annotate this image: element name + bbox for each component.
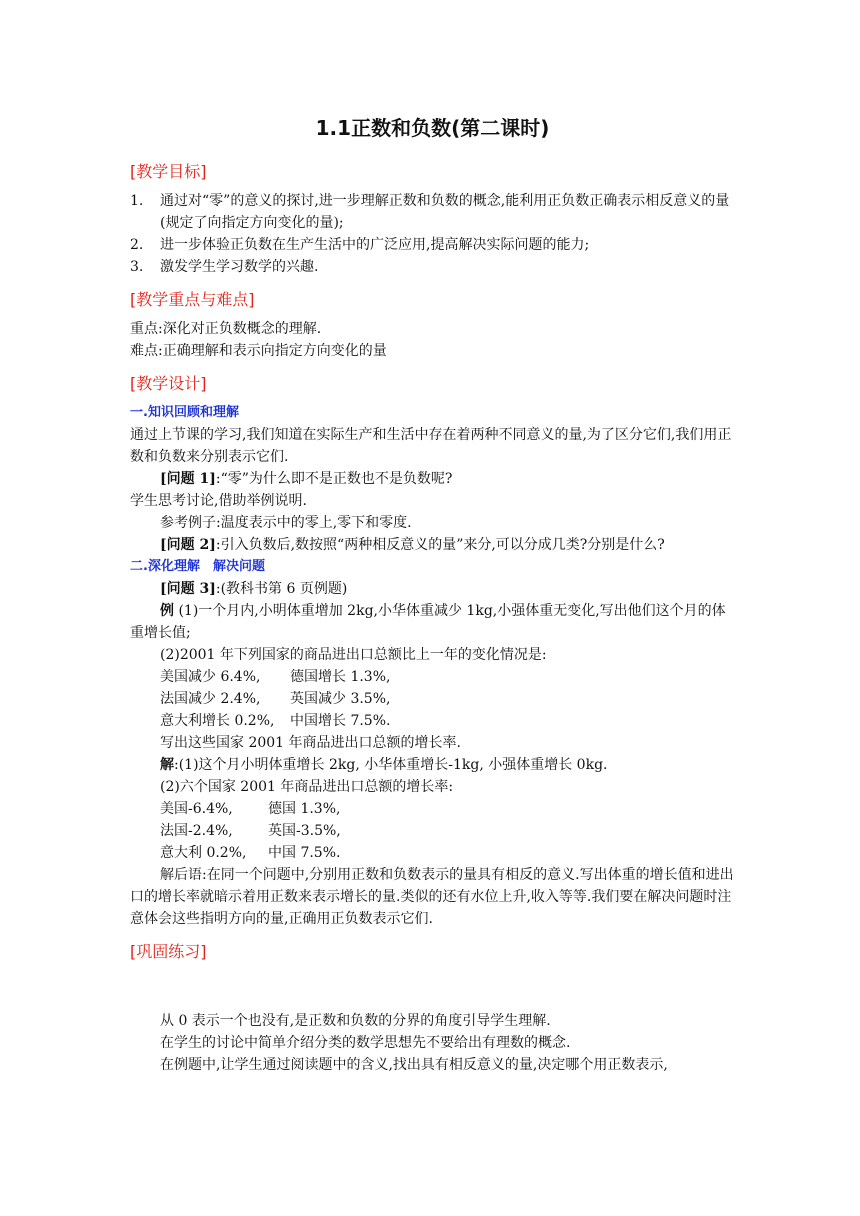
example-ask: 写出这些国家 2001 年商品进出口总额的增长率. <box>160 735 461 751</box>
key-point: 重点:深化对正负数概念的理解. <box>130 321 322 337</box>
example-row: 美国减少 6.4%, 德国增长 1.3%, <box>160 669 391 685</box>
goals-list <box>130 190 735 278</box>
afterword: 解后语:在同一个问题中,分别用正数和负数表示的量具有相反的意义.写出体重的增长值和进出口的增长率就暗示着用正数来表示增长的量.类似的还有水位上升,收入等等.我们要在解决问题时注意体会这些指明方向的量,正确用正负数表示它们. <box>130 867 734 927</box>
solution-2: (2)六个国家 2001 年商品进出口总额的增长率: <box>160 779 454 795</box>
example-1: 例 (1)一个月内,小明体重增加 2kg,小华体重减少 1kg,小强体重无变化,写出他们这个月的体重增长值; <box>130 603 726 641</box>
example-reference: 参考例子:温度表示中的零上,零下和零度. <box>160 515 412 531</box>
practice-heading: [巩固练习] <box>130 942 207 961</box>
solution-row: 法国-2.4%, 英国-3.5%, <box>160 823 341 839</box>
keypoints-heading: [教学重点与难点] <box>130 290 255 309</box>
design-heading: [教学设计] <box>130 374 207 393</box>
question-2: [问题 2]:引入负数后,数按照“两种相反意义的量”来分,可以分成几类?分别是什么? <box>160 537 665 553</box>
example-2: (2)2001 年下列国家的商品进出口总额比上一年的变化情况是: <box>160 647 547 663</box>
practice-note: 在学生的讨论中简单介绍分类的数学思想先不要给出有理数的概念. <box>160 1035 571 1051</box>
practice-note: 从 0 表示一个也没有,是正数和负数的分界的角度引导学生理解. <box>160 1013 551 1029</box>
example-row: 法国减少 2.4%, 英国减少 3.5%, <box>160 691 391 707</box>
document-content <box>130 112 735 1076</box>
difficult-point: 难点:正确理解和表示向指定方向变化的量 <box>130 343 387 359</box>
practice-note: 在例题中,让学生通过阅读题中的含义,找出具有相反意义的量,决定哪个用正数表示, <box>160 1057 668 1073</box>
goal-item: 1. 通过对“零”的意义的探讨,进一步理解正数和负数的概念,能利用正负数正确表示相反意义的量(规定了向指定方向变化的量); <box>130 193 730 231</box>
part1-intro: 通过上节课的学习,我们知道在实际生产和生活中存在着两种不同意义的量,为了区分它们,我们用正数和负数来分别表示它们. <box>130 427 732 465</box>
part1-heading: 一.知识回顾和理解 <box>130 405 239 420</box>
blank-space <box>130 970 735 1010</box>
example-row: 意大利增长 0.2%, 中国增长 7.5%. <box>160 713 391 729</box>
solution-1: 解:(1)这个月小明体重增长 2kg, 小华体重增长-1kg, 小强体重增长 0kg. <box>160 757 608 773</box>
question-3: [问题 3]:(教科书第 6 页例题) <box>160 581 348 597</box>
discussion-note: 学生思考讨论,借助举例说明. <box>130 493 307 509</box>
goal-item: 3. 激发学生学习数学的兴趣. <box>130 259 319 275</box>
solution-row: 美国-6.4%, 德国 1.3%, <box>160 801 341 817</box>
part2-heading: 二.深化理解 解决问题 <box>130 559 265 574</box>
page-title: 1.1正数和负数(第二课时) <box>315 116 550 140</box>
goal-item: 2. 进一步体验正负数在生产生活中的广泛应用,提高解决实际问题的能力; <box>130 237 590 253</box>
solution-row: 意大利 0.2%, 中国 7.5%. <box>160 845 341 861</box>
goals-heading: [教学目标] <box>130 162 207 181</box>
question-1: [问题 1]:“零”为什么即不是正数也不是负数呢? <box>160 471 453 487</box>
